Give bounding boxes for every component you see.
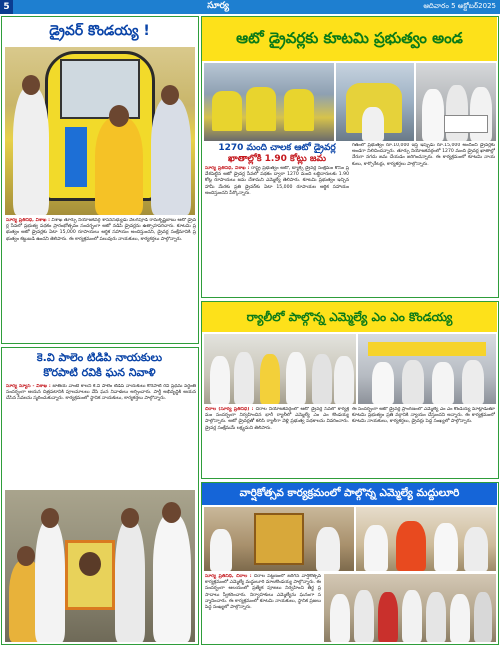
rally-photo-2 [358, 334, 496, 404]
story-anniversary-event [201, 482, 499, 645]
story5-headline: వార్షికోత్సవ కార్యక్రమంలో పాల్గొన్న ఎమ్మెల్యే మద్దులూరి [202, 483, 497, 505]
story3-body-right: గతంలో ప్రభుత్వం రూ.10,000 ఇస్తే ఇప్పుడు రూ.15,000 అందించి డ్రైవర్లకు అండగా నిలిచిందన్నారు. తూర్పు నియోజకవర్గంలో 1270 మంది డ్రైవర్ల ఖాతాల్లో నేరుగా నగదు జమ చేయడం జరిగిందన్నారు. ఈ కార్యక్రమంలో కూటమి నాయకులు, కార్పొరేటర్లు, కార్యకర్తలు పాల్గొన్నారు. [352, 143, 495, 167]
story4-dateline: చీరాల (సూర్య ప్రతినిధి) : [205, 407, 254, 412]
story-auto-drivers-support [201, 16, 499, 298]
group-photo [324, 574, 496, 642]
issue-date: ఆదివారం 5 అక్టోబర్2025 [423, 2, 496, 10]
story1-dateline: సూర్య ప్రతినిధి, విశాఖ : [6, 218, 50, 223]
auto-rally-photo-1 [204, 63, 334, 141]
masthead: సూర్య [207, 1, 230, 11]
story4-text-left: చీరాల నియోజకవర్గంలో ఆటో డ్రైవర్ల సేవలో కార్యక్రమం సందర్భంగా నిర్వహించిన భారీ ర్యాలీలో ఎమ్మెల్యే ఎం ఎం కొండయ్య పాల్గొన్నారు. ఆటో డ్రైవర్లతో కలిసి ర్యాలీగా వెళ్లి ప్రభుత్వ పథకాలను వివరించారు. డ్రైవర్ల సంక్షేమమే లక్ష్యమని తెలిపారు. [205, 407, 349, 431]
story1-body [6, 218, 196, 340]
rally-photo-1 [204, 334, 356, 404]
story3-text-left: రాష్ట్ర ప్రభుత్వం ఆటో, ట్యాక్సీ డ్రైవర్ల సంక్షేమం కోసం ప్రవేశపెట్టిన ఆటో డ్రైవర్ల సేవలో పథకం ద్వారా 1270 మంది లబ్ధిదారులకు 1.90 కోట్ల రూపాయలు జమ చేశామని ఎమ్మెల్యే తెలిపారు. కూటమి ప్రభుత్వం ఇచ్చిన హామీ మేరకు ప్రతి డ్రైవర్‌కు ఏటా 15,000 రూపాయల ఆర్థిక సహాయం అందిస్తుందని పేర్కొన్నారు. [205, 166, 349, 196]
auto-rally-photo-2 [336, 63, 414, 141]
story5-body [205, 574, 321, 642]
story3-headline: ఆటో డ్రైవర్లకు కూటమి ప్రభుత్వం అండ [236, 29, 463, 47]
story2-headline: కె.వి పాలెం టిడిపి నాయకులు [36, 351, 163, 364]
story2-body [6, 384, 196, 486]
story2-headline-line2: కొరపాటి రవికి ఘన నివాళి [43, 366, 156, 379]
story1-headline: డ్రైవర్ కొండయ్య ! [49, 23, 150, 39]
story4-body-right: ఈ సందర్భంగా ఆటో డ్రైవర్ల ప్రాంగణంలో ఎమ్మెల్యే ఎం ఎం కొండయ్య మాట్లాడుతూ కూటమి ప్రభుత్వం ప్రతి వర్గానికి న్యాయం చేస్తుందని అన్నారు. ఈ కార్యక్రమంలో కూటమి నాయకులు, కార్యకర్తలు, డ్రైవర్లు పెద్ద సంఖ్యలో పాల్గొన్నారు. [352, 407, 495, 425]
felicitation-photo [356, 507, 496, 571]
story2-dateline: సూర్య న్యూస్ - విశాఖ : [6, 384, 51, 389]
story3-dateline: సూర్య ప్రతినిధి, విశాఖ : [205, 166, 250, 171]
story-driver-kondaiah [1, 16, 199, 344]
temple-photo [204, 507, 354, 571]
story2-text: జాతీయ వాంబే కాలనీ కె.వి పాలెం టిడిపి నాయకులు కొరపాటి రవి ప్రథమ వర్ధంతి సందర్భంగా ఆయన చిత్రపటానికి పూలమాలలు వేసి ఘన నివాళులు అర్పించారు. పార్టీ అభివృద్ధికి ఆయన చేసిన సేవలను స్మరించుకున్నారు. కార్యక్రమంలో స్థానిక నాయకులు, కార్యకర్తలు పాల్గొన్నారు. [6, 384, 196, 402]
story4-body-left [205, 407, 349, 477]
story-mla-rally [201, 301, 499, 479]
story1-text: విశాఖ తూర్పు నియోజకవర్గ శాసనసభ్యుడు వెలగపూడి రామకృష్ణబాబు ఆటో డ్రైవర్ల సేవలో ప్రభుత్వ పథకం ప్రారంభోత్సవం సందర్భంగా ఆటో నడిపి డ్రైవర్లను ఉత్సాహపరిచారు. కూటమి ప్రభుత్వం ఆటో డ్రైవర్లకు ఏటా 15,000 రూపాయలు ఆర్థిక సహాయం అందిస్తుందని, డ్రైవర్ల సంక్షేమానికి ప్రభుత్వం కట్టుబడి ఉందని తెలిపారు. ఈ కార్యక్రమంలో పలువురు నాయకులు, కార్యకర్తలు పాల్గొన్నారు. [6, 218, 196, 242]
story3-body-left [205, 166, 349, 294]
story3-subhead-1: 1270 మంది చాలక ఆటో డ్రైవర్ల [218, 143, 336, 153]
tribute-photo [5, 490, 195, 642]
auto-rickshaw-photo [5, 47, 195, 215]
story5-dateline: సూర్య ప్రతినిధి, చీరాల : [205, 574, 252, 579]
page-header [0, 0, 500, 14]
ceremony-photo [416, 63, 496, 141]
page-number: 5 [0, 0, 13, 14]
story5-text: చీరాల పట్టణంలో జరిగిన వార్షికోత్సవ కార్యక్రమంలో ఎమ్మెల్యే మద్దులూరి మాలకొండయ్య పాల్గొన్నారు. ఈ సందర్భంగా ఆలయంలో ప్రత్యేక పూజలు నిర్వహించి తీర్థ ప్రసాదాలు స్వీకరించారు. నిర్వాహకులు ఎమ్మెల్యేను ఘనంగా సన్మానించారు. ఈ కార్యక్రమంలో కూటమి నాయకులు, స్థానిక ప్రజలు పెద్ద సంఖ్యలో పాల్గొన్నారు. [205, 574, 321, 611]
story3-subhead-2: ఖాతాల్లోకి 1.90 కోట్లు జమ [228, 154, 326, 164]
story-kv-palem-tribute [1, 347, 199, 645]
story4-headline: ర్యాలీలో పాల్గొన్న ఎమ్మెల్యే ఎం ఎం కొండయ్య [246, 310, 453, 324]
